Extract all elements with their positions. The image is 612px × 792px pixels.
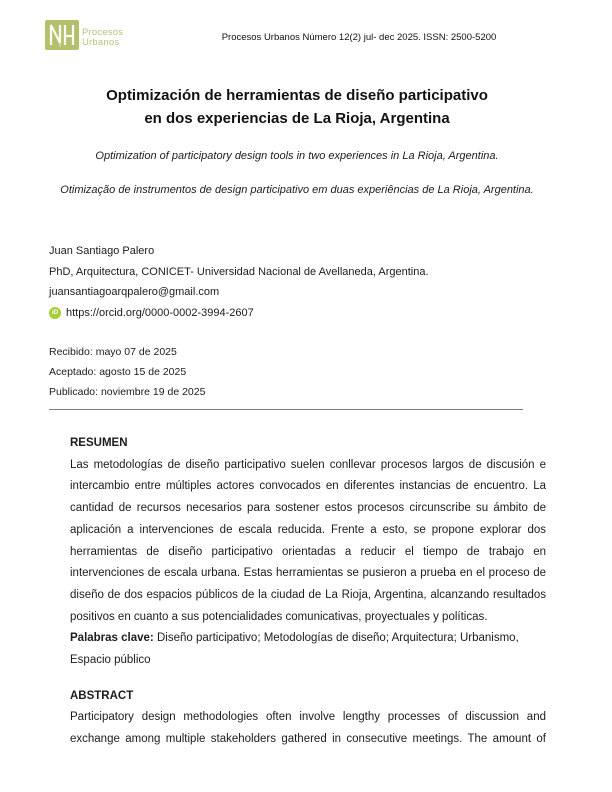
author-orcid-line	[49, 303, 552, 324]
article-title-line2: en dos experiencias de La Rioja, Argentina	[144, 110, 450, 127]
resumen-paragraph: Las metodologías de diseño participativo suelen conllevar procesos largos de discusión e intercambio entre múltiples actores convocados en diferentes instancias de encuentro. La cantidad de recursos necesarios para sostener estos procesos circunscribe su ámbito de aplicación a intervenciones de escala reducida. Frente a esto, se propone explorar dos herramientas de diseño participativo orientadas a reducir el tiempo de trabajo en intervenciones de escala urbana. Estas herramientas se pusieron a prueba en el proceso de diseño de dos espacios públicos de la ciudad de La Rioja, Argentina, alcanzando resultados positivos en cuanto a sus potencialidades comunicativas, proyectuales y políticas.	[70, 458, 546, 623]
journal-logo-icon	[45, 20, 79, 55]
date-published: Publicado: noviembre 19 de 2025	[49, 386, 206, 398]
date-received: Recibido: mayo 07 de 2025	[49, 346, 177, 358]
section-divider	[49, 409, 523, 410]
article-title-line1: Optimización de herramientas de diseño participativo	[106, 87, 488, 104]
author-name: Juan Santiago Palero	[49, 245, 155, 257]
orcid-icon: iD	[49, 307, 61, 319]
article-title-en: Optimization of participatory design tools in two experiences in La Rioja, Argentina.	[95, 150, 499, 162]
author-email[interactable]: juansantiagoarqpalero@gmail.com	[49, 286, 220, 298]
author-block	[49, 241, 552, 323]
logo-word-procesos: Procesos	[82, 26, 124, 38]
date-accepted: Aceptado: agosto 15 de 2025	[49, 366, 187, 378]
journal-logo	[45, 20, 147, 55]
abstract-heading: ABSTRACT	[70, 689, 134, 702]
dates-block	[49, 342, 205, 402]
resumen-heading: RESUMEN	[70, 437, 128, 449]
orcid-link[interactable]: https://orcid.org/0000-0002-3994-2607	[66, 306, 254, 319]
journal-logo-wordmark	[82, 28, 123, 48]
abstract-paragraph: Participatory design methodologies often involve lengthy processes of discussion and exchange among multiple stakeholders gathered in consecutive meetings. The amount of	[70, 711, 546, 746]
author-affiliation: PhD, Arquitectura, CONICET- Universidad Nacional de Avellaneda, Argentina.	[49, 265, 429, 278]
article-body	[70, 433, 546, 751]
keywords-paragraph	[70, 628, 546, 671]
keywords-list: Diseño participativo; Metodologías de diseño; Arquitectura; Urbanismo, Espacio público	[70, 632, 519, 667]
article-title-pt: Otimização de instrumentos de design participativo em duas experiências de La Rioja, Argentina.	[60, 184, 534, 196]
journal-header	[45, 20, 567, 55]
logo-word-urbanos: Urbanos	[82, 36, 120, 48]
keywords-label: Palabras clave:	[70, 632, 154, 645]
journal-issue-line: Procesos Urbanos Número 12(2) jul- dec 2025. ISSN: 2500-5200	[221, 32, 497, 43]
article-title-es	[49, 84, 545, 130]
